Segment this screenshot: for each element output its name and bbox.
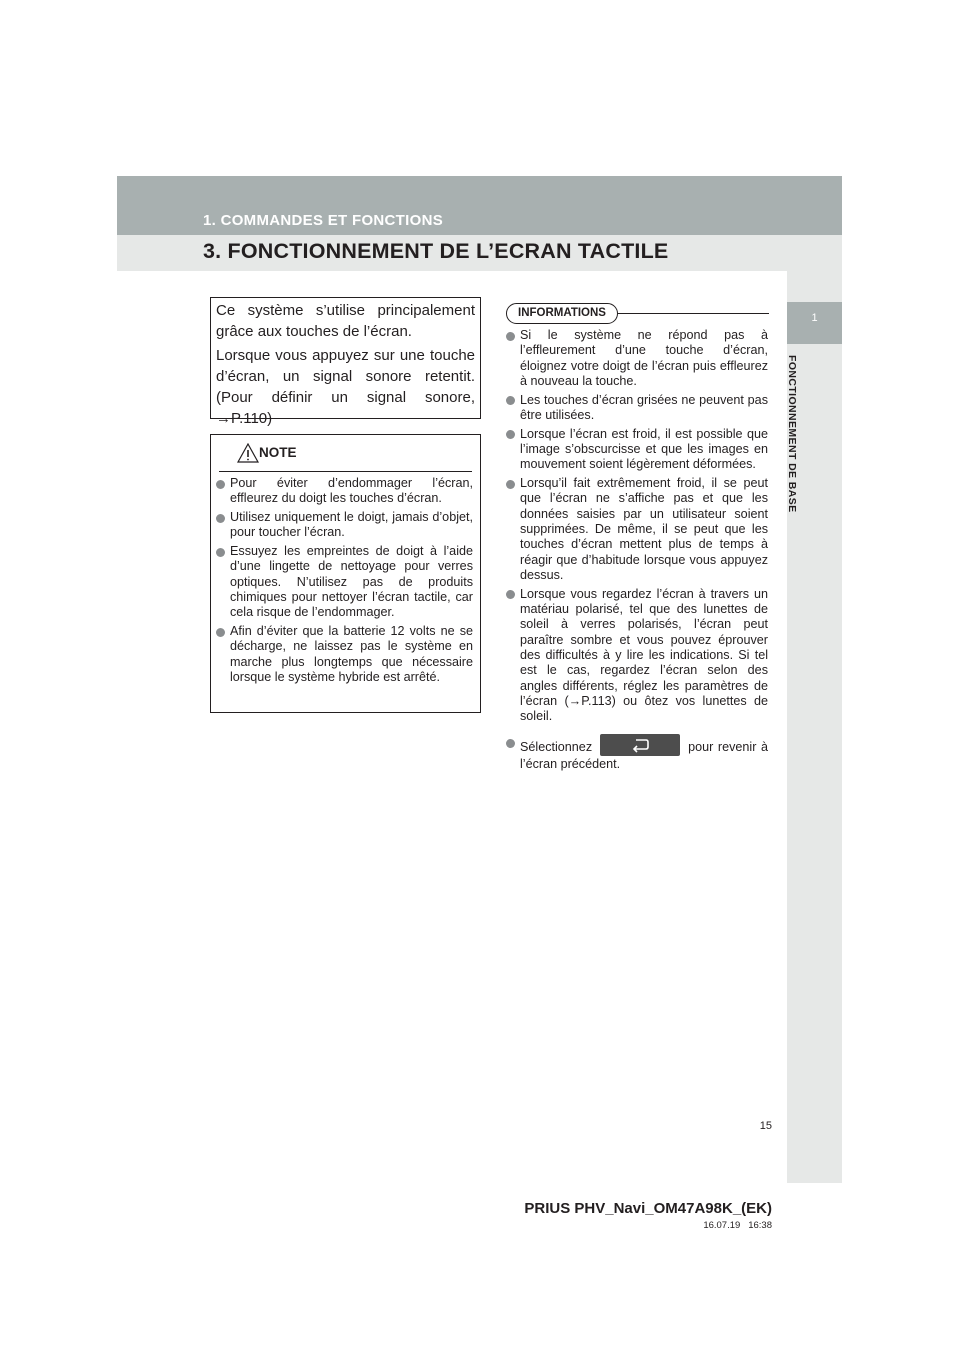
list-item [506,427,768,473]
footer-time: 16:38 [748,1220,772,1231]
info-item-text: Lorsque vous regardez l’écran à travers un matériau polarisé, tel que des lunettes de soleil à verres polarisés, l’écran peut paraître sombre et vous pouvez éprouver des difficultés à y lire les indications. Si tel est le cas, regardez l’écran selon des angles différents, réglez les paramètres de l’écran (→P.113) ou ôtez vos lunettes de soleil. [520,586,768,724]
note-box [210,434,481,713]
informations-list [506,328,768,777]
note-header [211,435,480,471]
bullet-icon [216,480,225,489]
info-item-text: Lorsque l’écran est froid, il est possible que l’image s’obscurcisse et que les images en mouvement soient légèrement déformées. [520,426,768,472]
back-arrow-icon [629,737,651,753]
page-title: 3. FONCTIONNEMENT DE L’ECRAN TACTILE [203,239,669,263]
note-item-text: Utilisez uniquement le doigt, jamais d’objet, pour toucher l’écran. [230,510,473,540]
informations-divider [617,313,769,314]
list-item [506,393,768,424]
list-item [216,476,473,507]
list-item [506,476,768,583]
bullet-icon [506,590,515,599]
list-item [216,510,473,541]
footer-date: 16.07.19 [703,1220,741,1231]
bullet-icon [506,480,515,489]
side-tab-label: FONCTIONNEMENT DE BASE [786,355,798,513]
section-title: 1. COMMANDES ET FONCTIONS [203,212,444,229]
note-item-text: Essuyez les empreintes de doigt à l’aide d’une lingette de nettoyage pour verres optiques. N’utilisez pas de produits chimiques pour nettoyer l’écran tactile, car cela risque de l’endommager. [230,544,473,620]
list-item [216,544,473,620]
back-button [600,734,680,756]
bullet-icon [216,548,225,557]
warning-icon [237,443,259,463]
bullet-icon [216,514,225,523]
list-item [216,624,473,685]
note-item-text: Pour éviter d’endommager l’écran, effleurez du doigt les touches d’écran. [230,476,473,506]
note-list [216,476,473,689]
footer-model: PRIUS PHV_Navi_OM47A98K_(EK) [524,1200,772,1217]
bullet-icon [506,396,515,405]
note-label: NOTE [259,445,297,460]
bullet-icon [216,628,225,637]
bullet-icon [506,430,515,439]
list-item [506,734,768,773]
intro-box [210,297,481,427]
info-item-text: Si le système ne répond pas à l’effleurement d’une touche d’écran, éloignez votre doigt de l’écran puis effleurez à nouveau la touche. [520,328,768,388]
intro-paragraph-2: Lorsque vous appuyez sur une touche d’écran, un signal sonore retentit. (Pour définir un signal sonore, →P.110) [216,347,475,427]
info-item-text-after: pour revenir à l’écran précédent. [520,740,768,772]
intro-paragraph-1: Ce système s’utilise principalement grâce aux touches de l’écran. [216,302,475,340]
bullet-icon [506,332,515,341]
info-item-text: Les touches d’écran grisées ne peuvent pas être utilisées. [520,392,768,422]
info-item-text-before: Sélectionnez [520,740,593,755]
side-tab-label-wrap [786,355,800,535]
list-item [506,587,768,725]
footer-datetime [600,1220,772,1231]
page-number: 15 [759,1120,772,1132]
informations-label: INFORMATIONS [506,303,618,324]
info-item-text: Lorsqu’il fait extrêmement froid, il se peut que l’écran ne s’affiche pas et que les données saisies par un utilisateur soient supprimées. De même, il se peut que les touches d’écran mettent plus de temps à réagir que d’habitude lorsque vous appuyez dessus. [520,476,768,582]
bullet-icon [506,739,515,748]
note-divider [219,471,472,472]
list-item [506,328,768,389]
side-tab-number: 1 [811,312,818,324]
note-item-text: Afin d’éviter que la batterie 12 volts ne se décharge, ne laissez pas le système en marche plus longtemps que nécessaire lorsque le système hybride est arrêté. [230,624,473,685]
